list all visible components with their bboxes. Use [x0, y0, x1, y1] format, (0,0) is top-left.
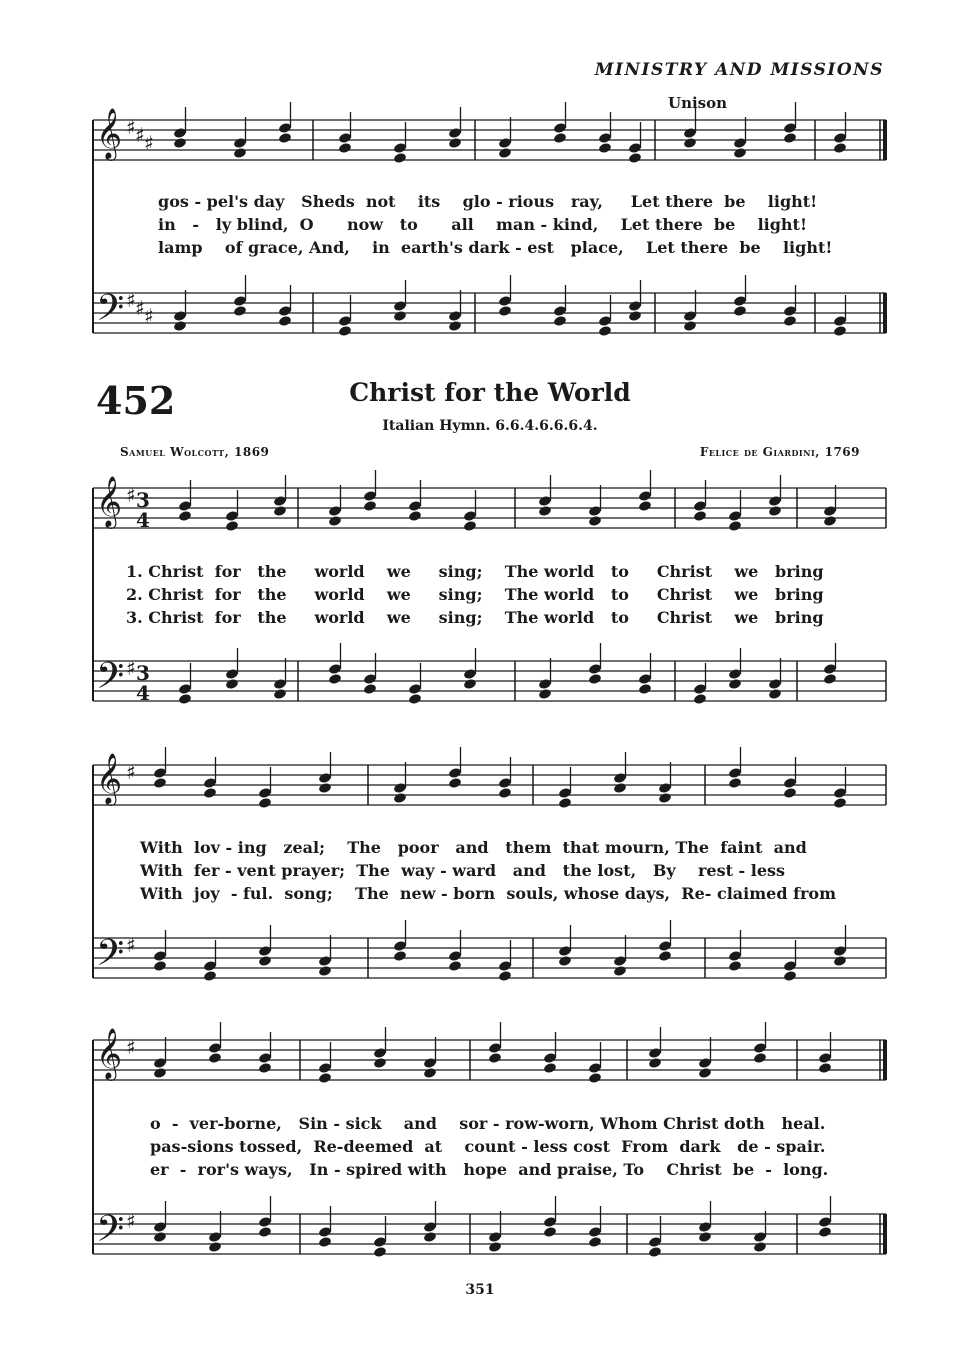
- note-head: [538, 505, 552, 517]
- note-head: [273, 688, 287, 700]
- tune-name: Italian Hymn. 6.6.4.6.6.6.4.: [382, 418, 598, 434]
- system3-verse-2: pas-sions tossed, Re-deemed at count - less cost From dark de - spair.: [150, 1137, 826, 1156]
- hymn-number: 452: [96, 378, 176, 423]
- note-head: [448, 137, 462, 149]
- system3-verse-1: o - ver-borne, Sin - sick and sor - row-worn, Whom Christ doth heal.: [150, 1114, 826, 1133]
- note-head: [318, 965, 332, 977]
- note-head: [823, 673, 837, 685]
- note-head: [823, 515, 837, 527]
- note-head: [448, 320, 462, 332]
- note-head: [328, 673, 342, 685]
- top-verse-line-2: in - ly blind, O now to all man - kind, Let there be light!: [158, 215, 807, 234]
- note-head: [363, 683, 377, 695]
- note-head: [783, 132, 797, 144]
- time-signature-top: 3: [136, 488, 150, 512]
- note-head: [423, 1067, 437, 1079]
- note-head: [628, 310, 642, 322]
- note-head: [408, 510, 422, 522]
- note-head: [203, 787, 217, 799]
- sharp-icon: ♯: [135, 296, 145, 320]
- note-head: [638, 500, 652, 512]
- note-head: [683, 320, 697, 332]
- treble-clef-icon: 𝄞: [96, 108, 123, 159]
- note-head: [588, 1236, 602, 1248]
- top-verse-line-1: gos - pel's day Sheds not its glo - rious ray, Let there be light!: [158, 192, 818, 211]
- note-head: [768, 688, 782, 700]
- note-head: [463, 520, 477, 532]
- note-head: [588, 673, 602, 685]
- note-head: [553, 315, 567, 327]
- note-head: [178, 693, 192, 705]
- note-head: [683, 137, 697, 149]
- sharp-icon: ♯: [126, 933, 136, 957]
- note-head: [728, 777, 742, 789]
- note-head: [628, 152, 642, 164]
- bass-clef-icon: 𝄢: [96, 655, 125, 706]
- note-head: [598, 325, 612, 337]
- sharp-icon: ♯: [126, 288, 136, 312]
- note-head: [393, 310, 407, 322]
- note-head: [783, 970, 797, 982]
- note-head: [178, 510, 192, 522]
- system1-verse-2: 2. Christ for the world we sing; The world to Christ we bring: [126, 585, 824, 604]
- note-head: [818, 1062, 832, 1074]
- note-head: [728, 520, 742, 532]
- sharp-icon: ♯: [126, 1035, 136, 1059]
- note-head: [258, 1062, 272, 1074]
- note-head: [318, 782, 332, 794]
- sharp-icon: ♯: [126, 115, 136, 139]
- final-barline: [883, 293, 887, 333]
- treble-clef-icon: 𝄞: [96, 476, 123, 527]
- note-head: [208, 1241, 222, 1253]
- note-head: [393, 152, 407, 164]
- note-head: [638, 683, 652, 695]
- final-barline: [883, 120, 887, 160]
- time-signature-bottom: 4: [136, 681, 150, 705]
- note-head: [698, 1231, 712, 1243]
- note-head: [423, 1231, 437, 1243]
- note-head: [488, 1052, 502, 1064]
- note-head: [833, 955, 847, 967]
- note-head: [318, 1236, 332, 1248]
- system1-verse-1: 1. Christ for the world we sing; The world to Christ we bring: [126, 562, 824, 581]
- sharp-icon: ♯: [126, 483, 136, 507]
- unison-marking: Unison: [668, 94, 728, 112]
- note-head: [698, 1067, 712, 1079]
- note-head: [393, 950, 407, 962]
- note-head: [408, 693, 422, 705]
- note-head: [488, 1241, 502, 1253]
- note-head: [463, 678, 477, 690]
- note-head: [233, 147, 247, 159]
- hymn-title: Christ for the World: [349, 378, 631, 407]
- note-head: [833, 142, 847, 154]
- note-head: [318, 1072, 332, 1084]
- composer-credit: Felice de Giardini, 1769: [699, 445, 860, 459]
- note-head: [613, 965, 627, 977]
- note-head: [733, 305, 747, 317]
- time-signature-top: 3: [136, 661, 150, 685]
- note-head: [363, 500, 377, 512]
- note-head: [278, 315, 292, 327]
- note-head: [588, 515, 602, 527]
- note-head: [833, 797, 847, 809]
- note-head: [498, 305, 512, 317]
- note-head: [833, 325, 847, 337]
- note-head: [553, 132, 567, 144]
- sharp-icon: ♯: [126, 760, 136, 784]
- sharp-icon: ♯: [126, 1209, 136, 1233]
- system2-verse-3: With joy - ful. song; The new - born souls, whose days, Re- claimed from: [140, 884, 836, 903]
- note-head: [225, 678, 239, 690]
- note-head: [693, 693, 707, 705]
- note-head: [543, 1062, 557, 1074]
- note-head: [448, 777, 462, 789]
- author-credit: Samuel Wolcott, 1869: [120, 445, 270, 459]
- note-head: [588, 1072, 602, 1084]
- note-head: [258, 1226, 272, 1238]
- note-head: [203, 970, 217, 982]
- note-head: [538, 688, 552, 700]
- note-head: [278, 132, 292, 144]
- note-head: [693, 510, 707, 522]
- bass-clef-icon: 𝄢: [96, 287, 125, 338]
- note-head: [648, 1246, 662, 1258]
- sharp-icon: ♯: [144, 131, 154, 155]
- note-head: [448, 960, 462, 972]
- note-head: [153, 1067, 167, 1079]
- note-head: [783, 315, 797, 327]
- section-header: MINISTRY AND MISSIONS: [594, 60, 884, 80]
- sharp-icon: ♯: [135, 123, 145, 147]
- bass-clef-icon: 𝄢: [96, 932, 125, 983]
- note-head: [728, 678, 742, 690]
- note-head: [728, 960, 742, 972]
- note-head: [153, 1231, 167, 1243]
- note-head: [498, 147, 512, 159]
- note-head: [153, 960, 167, 972]
- note-head: [658, 950, 672, 962]
- note-head: [338, 142, 352, 154]
- note-head: [818, 1226, 832, 1238]
- final-barline: [883, 1040, 887, 1080]
- note-head: [153, 777, 167, 789]
- treble-clef-icon: 𝄞: [96, 1028, 123, 1079]
- note-head: [558, 955, 572, 967]
- sharp-icon: ♯: [144, 304, 154, 328]
- note-head: [373, 1246, 387, 1258]
- note-head: [233, 305, 247, 317]
- note-head: [273, 505, 287, 517]
- system3-verse-3: er - ror's ways, In - spired with hope and praise, To Christ be - long.: [150, 1160, 829, 1179]
- sharp-icon: ♯: [126, 656, 136, 680]
- note-head: [598, 142, 612, 154]
- final-barline: [883, 1214, 887, 1254]
- note-head: [783, 787, 797, 799]
- note-head: [328, 515, 342, 527]
- note-head: [558, 797, 572, 809]
- note-head: [393, 792, 407, 804]
- note-head: [768, 505, 782, 517]
- note-head: [498, 970, 512, 982]
- time-signature-bottom: 4: [136, 508, 150, 532]
- bass-clef-icon: 𝄢: [96, 1208, 125, 1259]
- note-head: [258, 955, 272, 967]
- system2-verse-2: With fer - vent prayer; The way - ward and the lost, By rest - less: [140, 861, 786, 880]
- note-head: [338, 325, 352, 337]
- note-head: [733, 147, 747, 159]
- system2-verse-1: With lov - ing zeal; The poor and them that mourn, The faint and: [140, 838, 807, 857]
- note-head: [648, 1057, 662, 1069]
- system1-verse-3: 3. Christ for the world we sing; The world to Christ we bring: [126, 608, 824, 627]
- note-head: [543, 1226, 557, 1238]
- page-number: 351: [465, 1282, 495, 1298]
- note-head: [613, 782, 627, 794]
- note-head: [258, 797, 272, 809]
- treble-clef-icon: 𝄞: [96, 753, 123, 804]
- note-head: [658, 792, 672, 804]
- note-head: [208, 1052, 222, 1064]
- note-head: [173, 137, 187, 149]
- note-head: [753, 1052, 767, 1064]
- note-head: [753, 1241, 767, 1253]
- note-head: [225, 520, 239, 532]
- top-verse-line-3: lamp of grace, And, in earth's dark - est place, Let there be light!: [158, 238, 833, 257]
- note-head: [498, 787, 512, 799]
- note-head: [173, 320, 187, 332]
- note-head: [373, 1057, 387, 1069]
